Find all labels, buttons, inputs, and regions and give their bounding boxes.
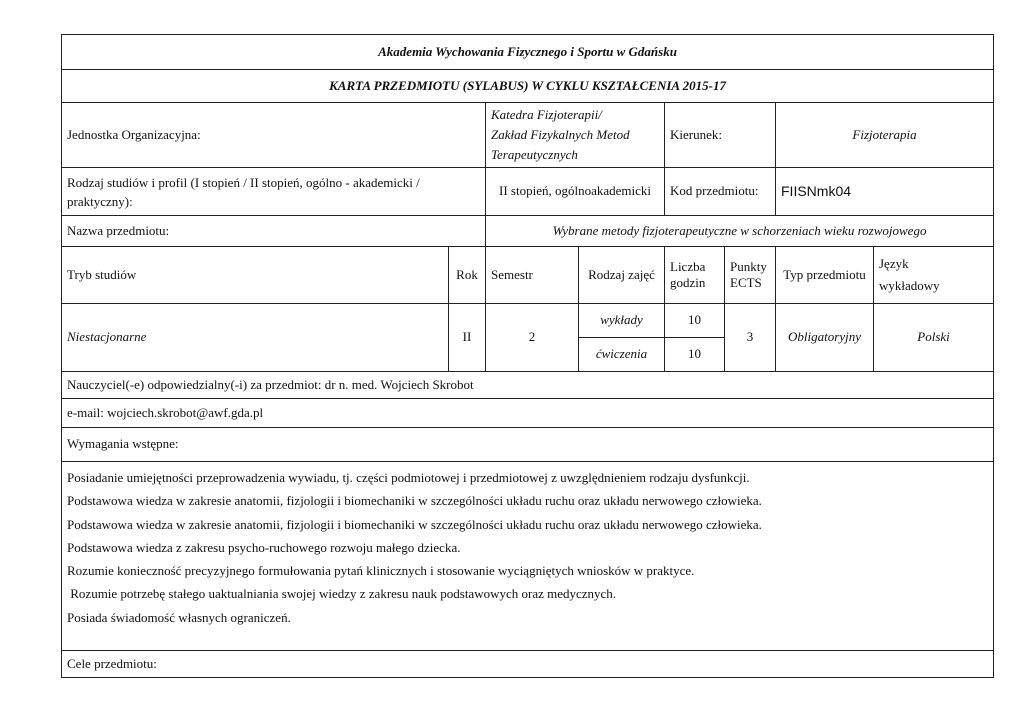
col-subject-type: Typ przedmiotu	[776, 247, 874, 304]
university-name: Akademia Wychowania Fizycznego i Sportu w Gdańsku	[62, 35, 994, 70]
col-hours: Liczba godzin	[665, 247, 725, 304]
col-year: Rok	[449, 247, 486, 304]
requirements-list	[62, 462, 994, 651]
email-row: e-mail: wojciech.skrobot@awf.gda.pl	[62, 399, 994, 428]
col-semester: Semestr	[486, 247, 579, 304]
row-class-exercises: ćwiczenia	[579, 338, 665, 372]
requirement-item: Posiada świadomość własnych ograniczeń.	[67, 609, 291, 625]
requirement-item: Rozumie potrzebę stałego uaktualniania swojej wiedzy z zakresu nauk podstawowych oraz medycznych.	[67, 586, 617, 602]
requirements-label: Wymagania wstępne:	[62, 428, 994, 462]
row-hours-lectures: 10	[665, 304, 725, 338]
col-language: Język wykładowy	[874, 247, 994, 304]
goals-label: Cele przedmiotu:	[62, 651, 994, 678]
code-label: Kod przedmiotu:	[665, 168, 776, 216]
study-type-label: Rodzaj studiów i profil (I stopień / II stopień, ogólno - akademicki / praktyczny):	[62, 168, 486, 216]
subject-value: Wybrane metody fizjoterapeutyczne w schorzeniach wieku rozwojowego	[486, 216, 994, 247]
row-hours-exercises: 10	[665, 338, 725, 372]
unit-value: Katedra Fizjoterapii/ Zakład Fizykalnych Metod Terapeutycznych	[486, 103, 665, 168]
row-language: Polski	[874, 304, 994, 372]
requirement-item: Podstawowa wiedza w zakresie anatomii, fizjologii i biomechaniki w szczególności układu ruchu oraz układu nerwowego człowieka.	[67, 516, 762, 532]
syllabus-table	[61, 34, 994, 678]
col-class-type: Rodzaj zajęć	[579, 247, 665, 304]
col-ects: Punkty ECTS	[725, 247, 776, 304]
row-ects: 3	[725, 304, 776, 372]
requirement-item: Posiadanie umiejętności przeprowadzenia wywiadu, tj. części podmiotowej i przedmiotowej z uwzględnieniem rodzaju dysfunkcji.	[67, 470, 750, 485]
card-title: KARTA PRZEDMIOTU (SYLABUS) W CYKLU KSZTAŁCENIA 2015-17	[62, 70, 994, 103]
subject-label: Nazwa przedmiotu:	[62, 216, 486, 247]
requirement-item: Podstawowa wiedza z zakresu psycho-ruchowego rozwoju małego dziecka.	[67, 539, 461, 555]
row-subject-type: Obligatoryjny	[776, 304, 874, 372]
requirement-item: Podstawowa wiedza w zakresie anatomii, fizjologii i biomechaniki w szczególności układu ruchu oraz układu nerwowego człowieka.	[67, 493, 762, 509]
row-class-lectures: wykłady	[579, 304, 665, 338]
direction-label: Kierunek:	[665, 103, 776, 168]
teacher-row: Nauczyciel(-e) odpowiedzialny(-i) za przedmiot: dr n. med. Wojciech Skrobot	[62, 372, 994, 399]
row-year: II	[449, 304, 486, 372]
requirement-item: Rozumie konieczność precyzyjnego formułowania pytań klinicznych i stosowanie wyciągniętych wniosków w praktyce.	[67, 563, 695, 579]
row-semester: 2	[486, 304, 579, 372]
direction-value: Fizjoterapia	[776, 103, 994, 168]
row-mode: Niestacjonarne	[62, 304, 449, 372]
col-mode: Tryb studiów	[62, 247, 449, 304]
unit-label: Jednostka Organizacyjna:	[62, 103, 486, 168]
study-type-value: II stopień, ogólnoakademicki	[486, 168, 665, 216]
code-value: FIISNmk04	[776, 168, 994, 216]
